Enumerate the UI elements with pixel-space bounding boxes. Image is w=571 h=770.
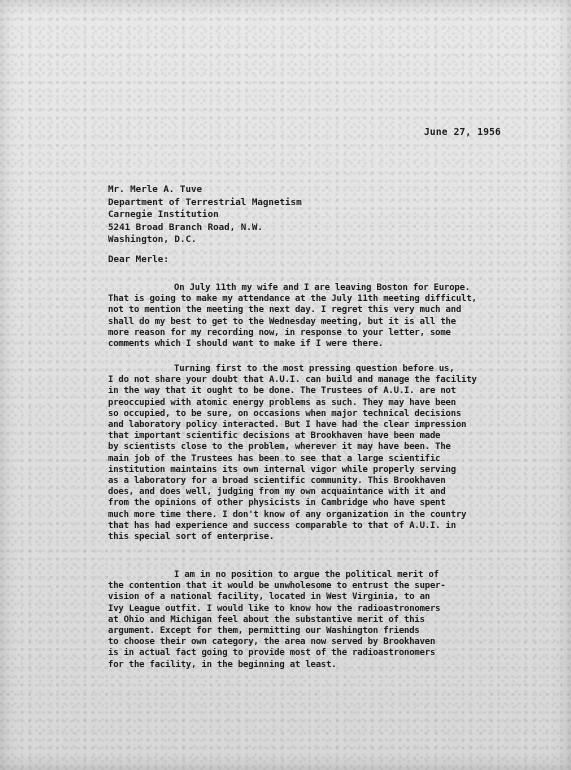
paragraph-line: argument. Except for them, permitting our Washington friends xyxy=(108,626,420,637)
salutation: Dear Merle: xyxy=(108,254,169,265)
paragraph-line: for the facility, in the beginning at least. xyxy=(108,659,337,670)
paragraph-line: at Ohio and Michigan feel about the substantive merit of this xyxy=(108,614,425,625)
paragraph-line: this special sort of enterprise. xyxy=(108,532,275,543)
paragraph-line: the contention that it would be unwholesome to entrust the super- xyxy=(108,581,446,592)
paragraph-line: Ivy League outfit. I would like to know how the radioastronomers xyxy=(108,603,441,614)
paragraph-line: to choose their own category, the area now served by Brookhaven xyxy=(108,637,436,648)
paragraph-1 xyxy=(108,283,540,350)
paragraph-3 xyxy=(108,570,540,671)
paragraph-line: in the way that it ought to be done. The Trustees of A.U.I. are not xyxy=(108,386,456,397)
letter-date: June 27, 1956 xyxy=(424,127,501,138)
paragraph-line: Turning first to the most pressing question before us, xyxy=(174,364,455,374)
paragraph-line: vision of a national facility, located in West Virginia, to an xyxy=(108,592,430,603)
paragraph-line: that has had experience and success comparable to that of A.U.I. in xyxy=(108,520,456,531)
recipient-city: Washington, D.C. xyxy=(108,234,197,245)
paragraph-line: and laboratory policy interacted. But I have had the clear impression xyxy=(108,420,467,431)
paragraph-line: from the opinions of other physicists in Cambridge who have spent xyxy=(108,498,446,509)
paragraph-line: does, and does well, judging from my own acquaintance with it and xyxy=(108,487,446,498)
paragraph-line: much more time there. I don't know of any organization in the country xyxy=(108,509,467,520)
recipient-department: Department of Terrestrial Magnetism xyxy=(108,196,302,208)
paragraph-line: by scientists close to the problem, wherever it may have been. The xyxy=(108,442,451,453)
paragraph-line: institution maintains its own internal vigor while properly serving xyxy=(108,464,456,475)
paragraph-line: so occupied, to be sure, on occasions when major technical decisions xyxy=(108,408,462,419)
recipient-address xyxy=(108,184,302,247)
paragraph-line: main job of the Trustees has been to see that a large scientific xyxy=(108,453,441,464)
paragraph-line: more reason for my recording now, in response to your letter, some xyxy=(108,327,451,338)
paragraph-line: that important scientific decisions at Brookhaven have been made xyxy=(108,431,441,442)
paragraph-line: comments which I should want to make if I were there. xyxy=(108,339,384,350)
paragraph-line: I do not share your doubt that A.U.I. can build and manage the facility xyxy=(108,375,477,386)
paragraph-2 xyxy=(108,364,540,543)
paragraph-line: That is going to make my attendance at the July 11th meeting difficult, xyxy=(108,294,477,305)
recipient-street: 5241 Broad Branch Road, N.W. xyxy=(108,221,263,233)
recipient-name: Mr. Merle A. Tuve xyxy=(108,184,203,195)
recipient-institution: Carnegie Institution xyxy=(108,209,219,220)
paragraph-line: I am in no position to argue the political merit of xyxy=(174,570,439,580)
paragraph-line: preoccupied with atomic energy problems as such. They may have been xyxy=(108,397,456,408)
paragraph-line: as a laboratory for a broad scientific community. This Brookhaven xyxy=(108,476,446,487)
paragraph-line: not to mention the meeting the next day. I regret this very much and xyxy=(108,305,462,316)
paragraph-line: is in actual fact going to provide most of the radioastronomers xyxy=(108,648,436,659)
paragraph-line: shall do my best to get to the Wednesday meeting, but it is all the xyxy=(108,316,456,327)
paragraph-line: On July 11th my wife and I are leaving Boston for Europe. xyxy=(174,283,471,293)
